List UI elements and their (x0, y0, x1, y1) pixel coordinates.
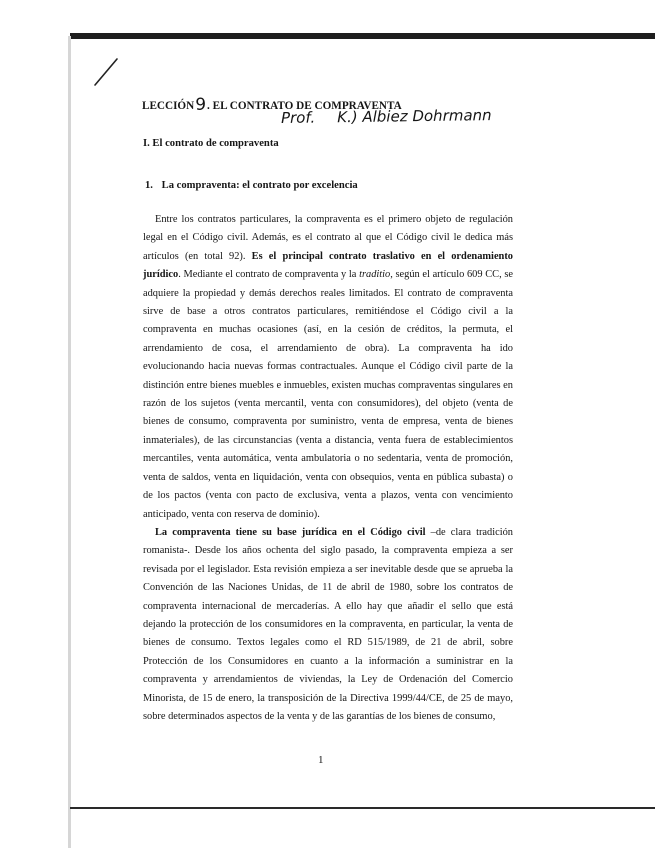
paragraph-1 (143, 211, 513, 524)
handwritten-slash-mark (92, 56, 122, 88)
handwritten-author-note (281, 106, 492, 127)
paragraph-1-text-3: , según el artículo 609 CC, se adquiere la propiedad y demás derechos reales limitados. El contrato de compraventa sirve de base a otros contratos particulares, remitiéndose el Código civil a la compraventa en muchas ocasiones (así, en la cesión de créditos, la permuta, el arrendamiento de cosa, el arrendamiento de obra). La compraventa ha ido evolucionando hacia nuevas formas contractuales. Aunque el Código civil parte de la distinción entre bienes muebles e inmuebles, existen muchas compraventas singulares en razón de los sujetos (venta mercantil, venta con consumidores), del objeto (venta de bienes de consumo, compraventa por suministro, venta de empresa, venta de bienes inmateriales), de las circunstancias (venta a distancia, venta fuera de establecimientos mercantiles, venta automática, venta ambulatoria o no sedentaria, venta de promoción, venta de saldos, venta en liquidación, venta con obsequios, venta en pública subasta) o de los pactos (venta con pacto de exclusiva, venta a plazos, venta con vencimiento anticipado, venta con reserva de dominio). (143, 269, 513, 520)
paragraph-1-text: Entre los contratos particulares, la compraventa es el primero objeto de regulación legal en el Código civil. Además, es el contrato al que el Código civil le dedica más artículos (en total 92). (143, 214, 513, 262)
handwritten-lesson-number: 9 (195, 95, 207, 115)
paragraph-1-bold: Es el principal contrato traslativo en el ordenamiento jurídico (143, 250, 513, 281)
author-name: K.) Albiez Dohrmann (337, 106, 492, 127)
section-title: I. El contrato de compraventa (143, 138, 279, 149)
paragraph-1-text-2: . Mediante el contrato de compraventa y la (178, 269, 360, 281)
subsection-title (145, 180, 358, 191)
page-number: 1 (318, 754, 324, 766)
scan-left-edge (68, 36, 71, 848)
paragraph-2-bold: La compraventa tiene su base jurídica en el Código civil (155, 526, 426, 538)
subsection-text: La compraventa: el contrato por excelencia (161, 180, 358, 191)
lesson-title: . EL CONTRATO DE COMPRAVENTA (207, 100, 402, 112)
author-prefix: Prof. (280, 108, 316, 127)
subsection-number: 1. (145, 180, 153, 191)
paragraph-2 (143, 524, 513, 726)
body-text (143, 211, 513, 726)
paragraph-1-italic: traditio (359, 269, 391, 281)
lesson-prefix: LECCIÓN (142, 100, 195, 112)
scan-bottom-border (70, 807, 655, 809)
paragraph-2-text: –de clara tradición romanista-. Desde los años ochenta del siglo pasado, la compraventa empieza a ser revisada por el legislador. Esta revisión empieza a ser inevitable desde que se aprueba la Convención de las Naciones Unidas, de 11 de abril de 1980, sobre los contratos de compraventa internacional de mercaderías. A ello hay que añadir el sello que está dejando la protección de los consumidores en la compraventa, en particular, la venta de bienes de consumo. Textos legales como el RD 515/1989, de 21 de abril, sobre Protección de los Consumidores en cuanto a la información a suministrar en la compraventa y arrendamientos de viviendas, la Ley de Ordenación del Comercio Minorista, de 15 de enero, la transposición de la Directiva 1999/44/CE, de 25 de mayo, sobre determinados aspectos de la venta y de las garantías de los bienes de consumo, (143, 526, 513, 722)
scan-top-border (0, 0, 655, 40)
